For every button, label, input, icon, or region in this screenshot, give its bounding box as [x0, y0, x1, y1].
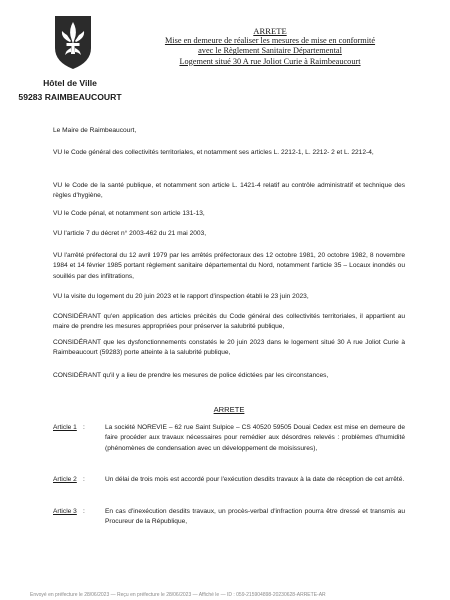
article-1-label: Article 1: [53, 424, 77, 431]
mairie-address: [14, 76, 126, 104]
paragraph-vu-decret: VU l'article 7 du décret n° 2003-462 du 21 mai 2003,: [53, 230, 207, 237]
transmission-footer: Envoyé en préfecture le 28/06/2023 — Reçu en préfecture le 28/06/2023 — Affiché le — ID : 059-215904898-20230628-ARRETE-AR: [30, 592, 326, 598]
document-header: [146, 26, 394, 67]
paragraph-vu-cgct: VU le Code général des collectivités territoriales, et notamment ses articles L. 2212-1, L. 2212- 2 et L. 2212-4,: [53, 149, 374, 156]
article-1-text: La société NOREVIE – 62 rue Saint Sulpice – CS 40520 59505 Douai Cedex est mise en demeure de faire procéder aux travaux nécessaires pour remédier aux désordres relevés : problèmes d'humidité (phénomènes de condensation avec un développement de moisissures),: [105, 424, 405, 452]
subtitle-line-3: Logement situé 30 A rue Joliot Curie à Raimbeaucourt: [179, 56, 361, 66]
intro-line: Le Maire de Raimbeaucourt,: [53, 127, 137, 134]
paragraph-considerant-1: CONSIDÉRANT qu'en application des articles précités du Code général des collectivités territoriales, il appartient au maire de prendre les mesures appropriées pour préserver la salubrité publique,: [53, 313, 405, 331]
article-2-colon: :: [83, 476, 85, 483]
article-2-text: Un délai de trois mois est accordé pour l'exécution desdits travaux à la date de réception de cet arrêté.: [105, 476, 405, 483]
subtitle-line-2: avec le Règlement Sanitaire Départemental: [198, 46, 342, 56]
paragraph-vu-visite: VU la visite du logement du 20 juin 2023 et le rapport d'inspection établi le 23 juin 2023,: [53, 293, 309, 300]
article-2-label: Article 2: [53, 476, 77, 483]
document-title: ARRETE: [253, 26, 287, 36]
article-1-colon: :: [83, 424, 85, 431]
paragraph-considerant-2: CONSIDÉRANT que les dysfonctionnements constatés le 20 juin 2023 dans le logement situé 30 A rue Joliot Curie à Raimbeaucourt (59283) porte atteinte à la salubrité publique,: [53, 339, 405, 357]
article-3-label: Article 3: [53, 508, 77, 515]
paragraph-vu-code-penal: VU le Code pénal, et notamment son article 131-13,: [53, 210, 205, 217]
article-3-colon: :: [83, 508, 85, 515]
paragraph-vu-arrete-prefectoral: VU l'arrêté préfectoral du 12 avril 1979 par les arrêtés préfectoraux des 12 octobre 1981, 20 octobre 1982, 8 novembre 1984 et 14 février 1985 portant règlement sanitaire départemental du Nord, notamment l'article 35 – Locaux inondés ou souillés par des infiltrations,: [53, 252, 405, 280]
arrete-heading: ARRETE: [213, 405, 245, 414]
paragraph-considerant-3: CONSIDÉRANT qu'il y a lieu de prendre les mesures de police édictées par les circonstances,: [53, 372, 329, 379]
mairie-line-1: Hôtel de Ville: [43, 78, 97, 88]
article-3-text: En cas d'inexécution desdits travaux, un procès-verbal d'infraction pourra être dressé et transmis au Procureur de la République,: [105, 508, 405, 526]
mairie-line-2: 59283 RAIMBEAUCOURT: [18, 92, 122, 102]
fleur-de-lis-shield-icon: [54, 14, 92, 70]
subtitle-line-1: Mise en demeure de réaliser les mesures de mise en conformité: [164, 36, 376, 46]
paragraph-vu-csp: VU le Code de la santé publique, et notamment son article L. 1421-4 relatif au contrôle administratif et technique des règles d'hygiène,: [53, 182, 405, 200]
